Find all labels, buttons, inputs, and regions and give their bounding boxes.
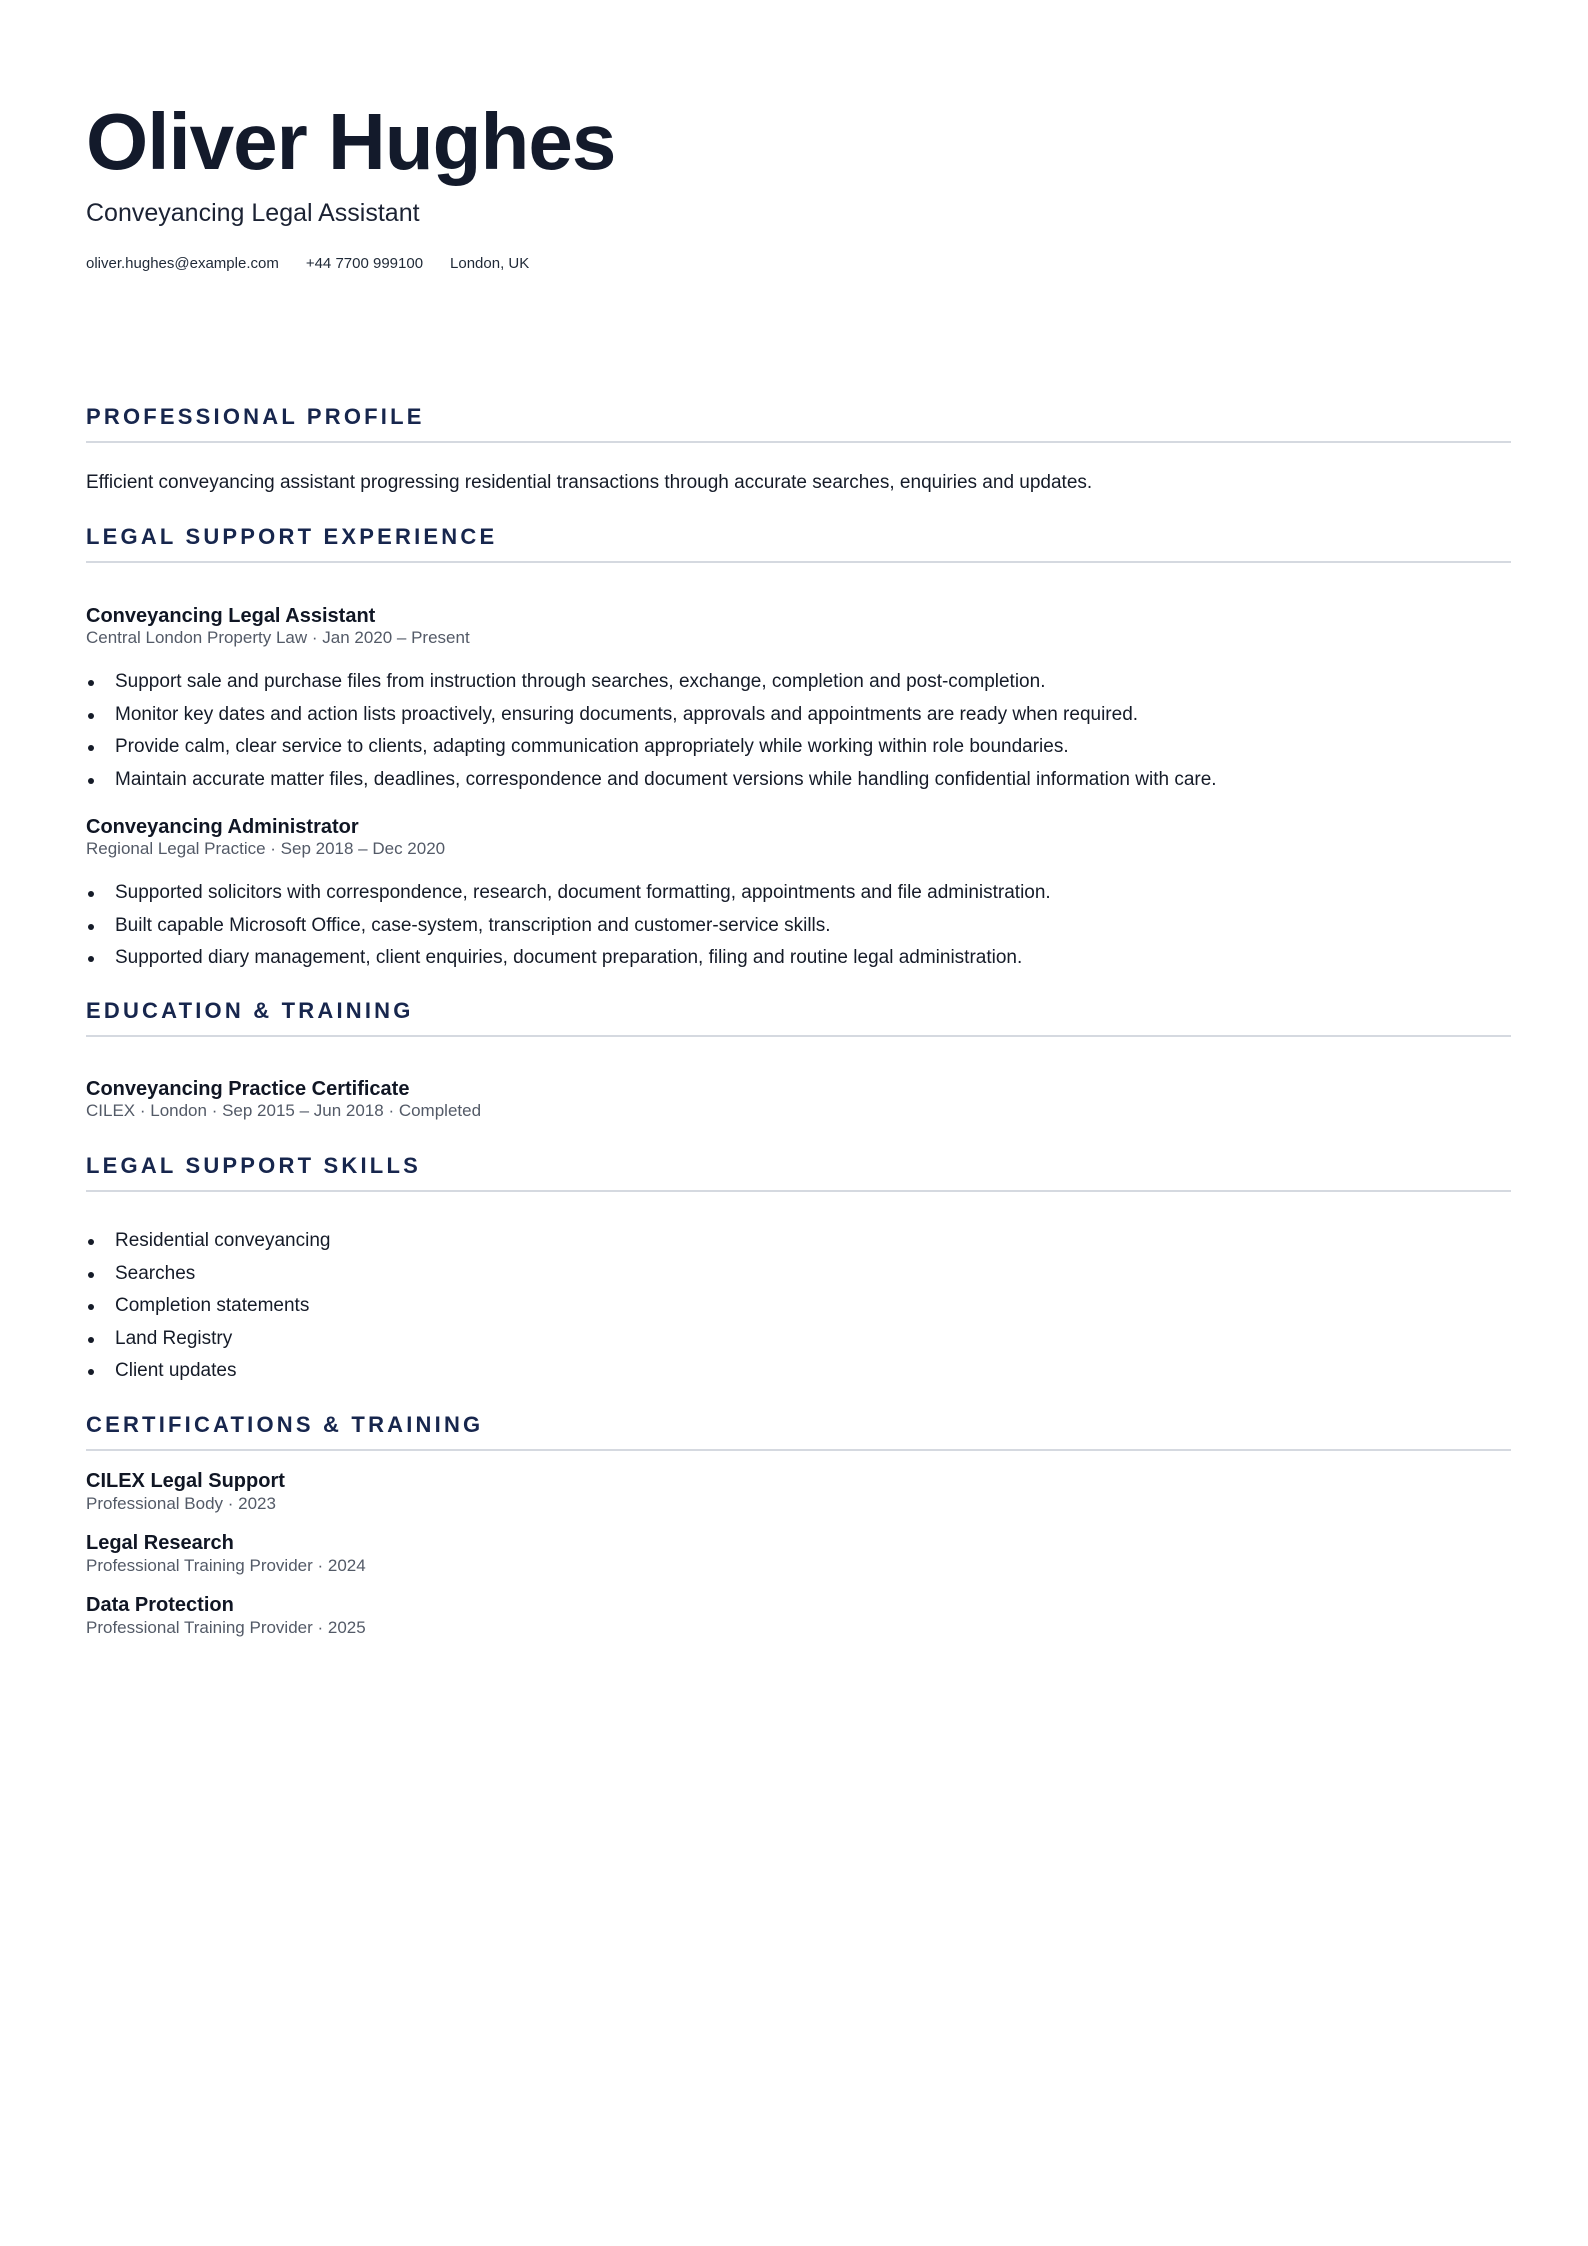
section-title-skills: LEGAL SUPPORT SKILLS [86,1153,421,1178]
job-meta: Central London Property Law · Jan 2020 – Present [86,628,470,647]
contact-phone[interactable]: +44 7700 999100 [305,255,424,272]
section-title-profile: PROFESSIONAL PROFILE [86,404,425,429]
job-bullets [86,877,1051,975]
skill-item: Searches [86,1258,330,1291]
section-divider [86,1449,1511,1451]
skill-item: Completion statements [86,1290,330,1323]
candidate-headline: Conveyancing Legal Assistant [86,199,420,227]
list-item: Supported diary management, client enquiries, document preparation, filing and routine legal administration. [86,942,1051,975]
skill-item: Land Registry [86,1323,330,1356]
education-title: Conveyancing Practice Certificate [86,1078,410,1100]
list-item: Maintain accurate matter files, deadlines, correspondence and document versions while handling confidential information with care. [86,764,1217,797]
skills-list [86,1225,330,1388]
candidate-name: Oliver Hughes [86,97,616,186]
job-title: Conveyancing Administrator [86,816,359,838]
list-item: Monitor key dates and action lists proactively, ensuring documents, approvals and appointments are ready when required. [86,699,1217,732]
section-divider [86,561,1511,563]
section-divider [86,1190,1511,1192]
list-item: Support sale and purchase files from instruction through searches, exchange, completion and post-completion. [86,666,1217,699]
contact-email[interactable]: oliver.hughes@example.com [86,255,279,272]
section-divider [86,1035,1511,1037]
section-title-experience: LEGAL SUPPORT EXPERIENCE [86,524,498,549]
contact-location: London, UK [450,255,530,272]
profile-summary: Efficient conveyancing assistant progressing residential transactions through accurate searches, enquiries and updates. [86,472,1093,493]
certification-meta: Professional Body · 2023 [86,1494,276,1513]
job-bullets [86,666,1217,796]
list-item: Supported solicitors with correspondence, research, document formatting, appointments and file administration. [86,877,1051,910]
skill-item: Residential conveyancing [86,1225,330,1258]
certification-title: CILEX Legal Support [86,1470,285,1492]
contact-line [86,254,529,274]
certification-title: Legal Research [86,1532,234,1554]
certification-meta: Professional Training Provider · 2025 [86,1618,366,1637]
section-title-certifications: CERTIFICATIONS & TRAINING [86,1412,484,1437]
certification-meta: Professional Training Provider · 2024 [86,1556,366,1575]
section-title-education: EDUCATION & TRAINING [86,998,414,1023]
education-meta: CILEX · London · Sep 2015 – Jun 2018 · Completed [86,1101,482,1120]
certification-title: Data Protection [86,1594,234,1616]
list-item: Provide calm, clear service to clients, adapting communication appropriately while working within role boundaries. [86,731,1217,764]
job-title: Conveyancing Legal Assistant [86,605,376,627]
job-meta: Regional Legal Practice · Sep 2018 – Dec 2020 [86,839,446,858]
list-item: Built capable Microsoft Office, case-system, transcription and customer-service skills. [86,910,1051,943]
skill-item: Client updates [86,1355,330,1388]
section-divider [86,441,1511,443]
